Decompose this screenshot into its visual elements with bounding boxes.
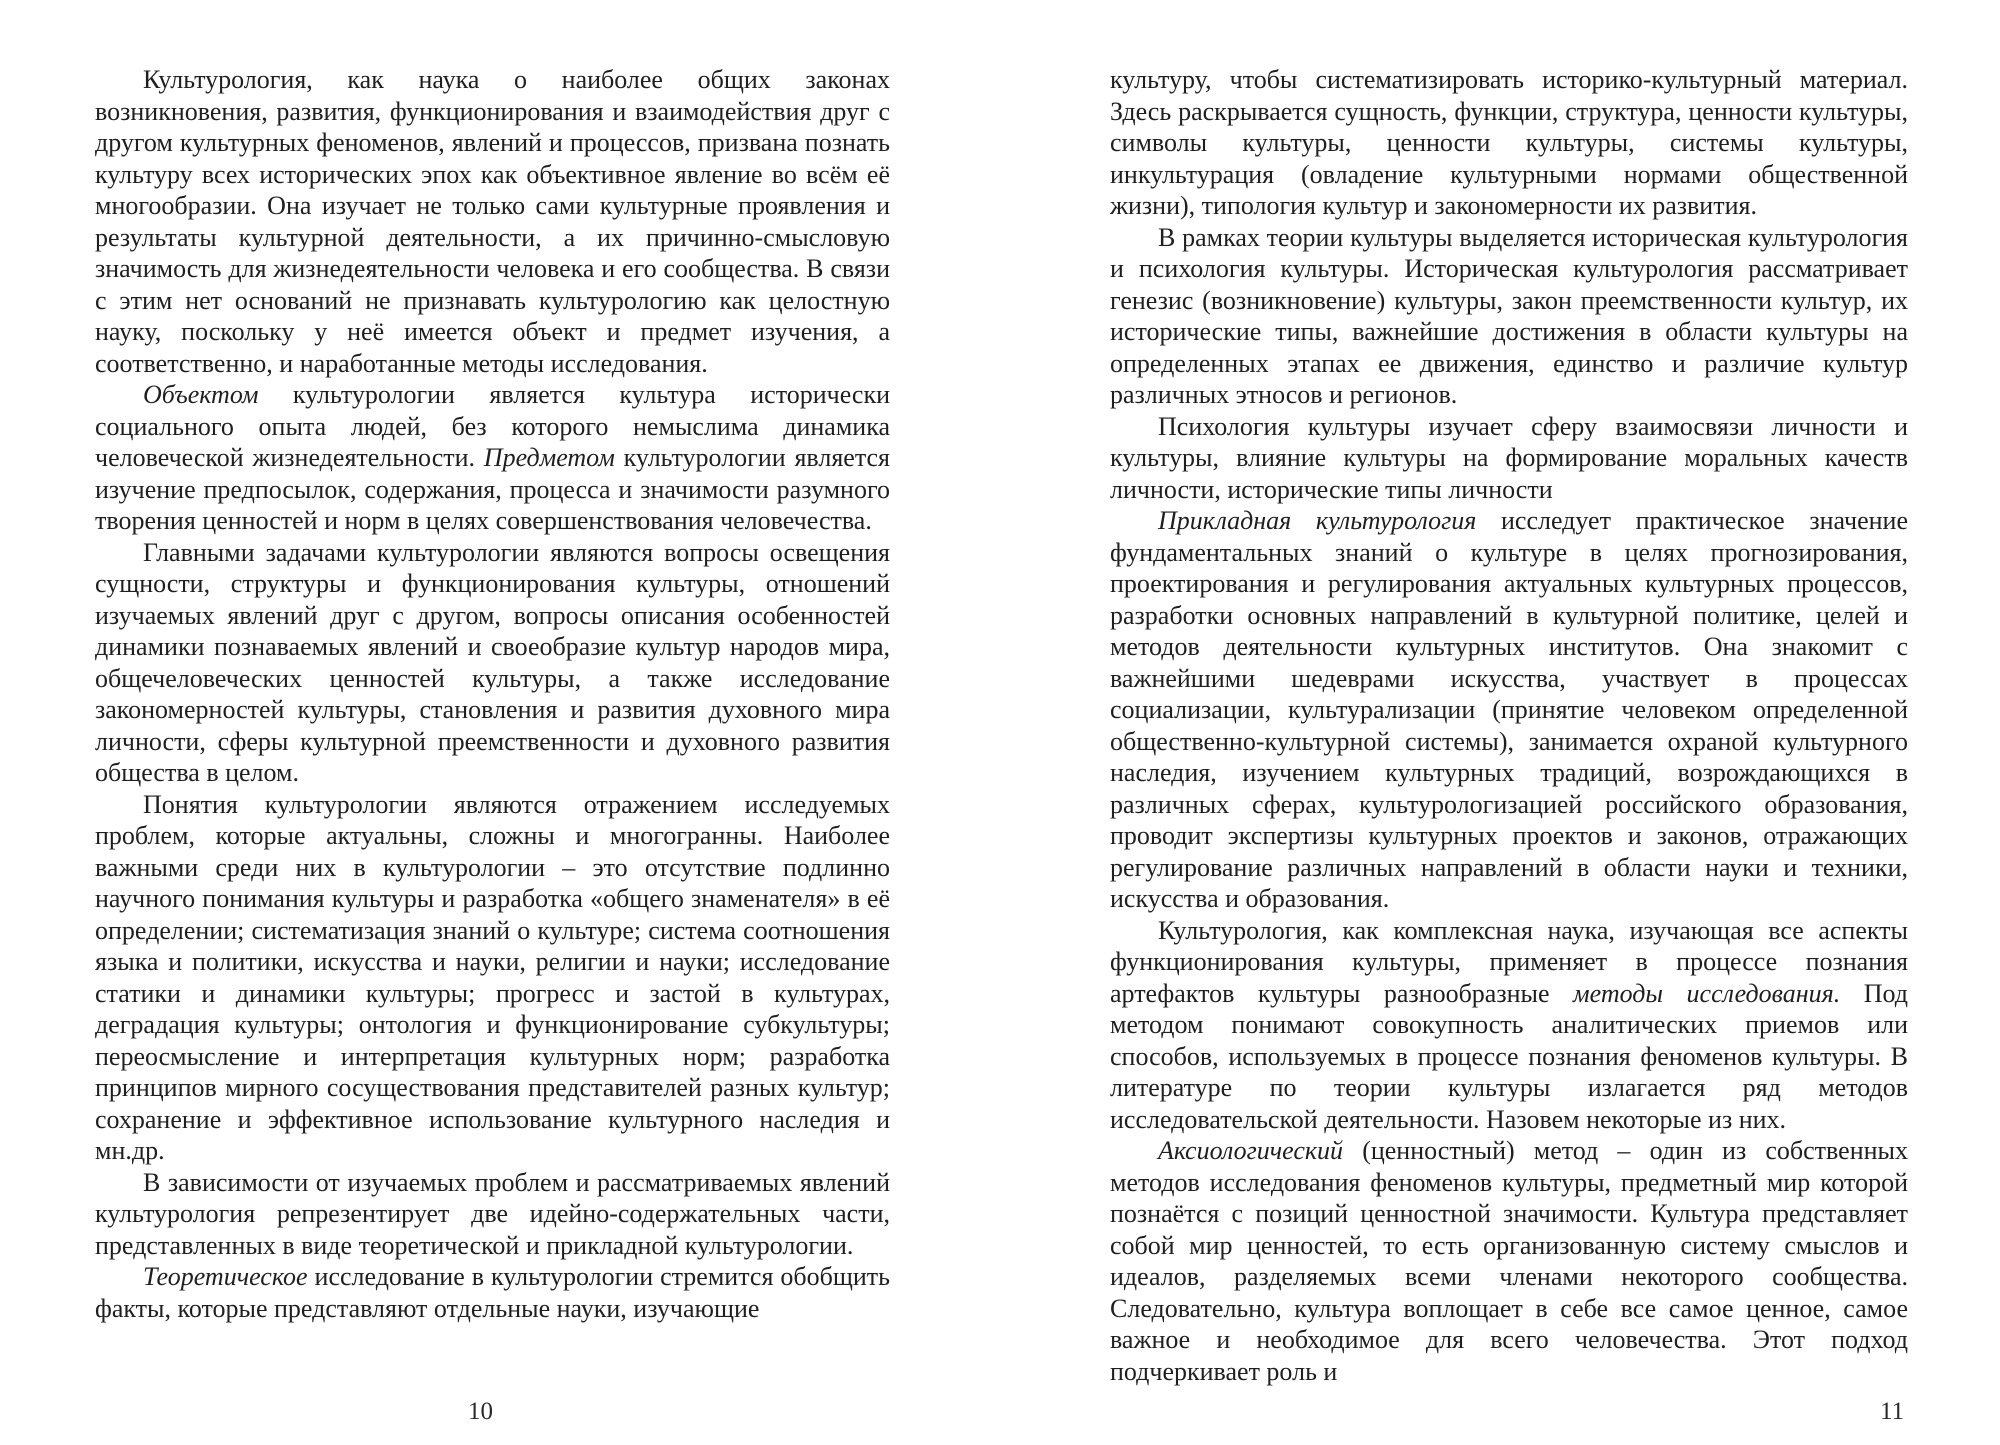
paragraph: Объектом культурологии является культура исторически социального опыта людей, без которого немыслима динамика человеческой жизнедеятельности. Предметом культурологии является изучение предпосылок, содержания, процесса и значимости разумного творения ценностей и норм в целях совершенствования человечества. — [95, 380, 890, 535]
italic-term: Предметом — [483, 443, 615, 472]
right-page-text — [1110, 64, 1908, 1387]
italic-term: Прикладная культурология — [1158, 506, 1477, 535]
italic-term: Объектом — [143, 380, 259, 409]
paragraph: Культурология, как комплексная наука, изучающая все аспекты функционирования культуры, применяет в процессе познания артефактов культуры разнообразные методы исследования. Под методом понимают совокупность аналитических приемов или способов, используемых в процессе познания феноменов культуры. В литературе по теории культуры излагается ряд методов исследовательской деятельности. Назовем некоторые из них. — [1110, 915, 1909, 1134]
paragraph: Теоретическое исследование в культурологии стремится обобщить факты, которые представляют отдельные науки, изучающие — [95, 1262, 890, 1323]
page-number: 10 — [468, 1398, 493, 1425]
italic-term: Теоретическое — [143, 1262, 308, 1291]
italic-term: Аксиологический — [1158, 1136, 1344, 1165]
paragraph: В зависимости от изучаемых проблем и рассматриваемых явлений культурология репрезентирует две идейно-содержательных части, представленных в виде теоретической и прикладной культурологии. — [95, 1167, 890, 1260]
page-number: 11 — [1880, 1398, 1905, 1425]
paragraph: Понятия культурологии являются отражением исследуемых проблем, которые актуальны, сложны и многогранны. Наиболее важными среди них в культурологии – это отсутствие подлинно научного понимания культуры и разработка «общего знаменателя» в её определении; систематизация знаний о культуре; система соотношения языка и политики, искусства и науки, религии и науки; исследование статики и динамики культуры; прогресс и застой в культурах, деградация культуры; онтология и функционирование субкультуры; переосмысление и интерпретация культурных норм; разработка принципов мирного сосуществования представителей разных культур; сохранение и эффективное использование культурного наследия и мн.др. — [95, 789, 890, 1165]
paragraph: Аксиологический (ценностный) метод – один из собственных методов исследования феноменов культуры, предметный мир которой познаётся с позиций ценностной значимости. Культура представляет собой мир ценностей, то есть организованную систему смыслов и идеалов, разделяемых всеми членами некоторого сообщества. Следовательно, культура воплощает в себе все самое ценное, самое важное и необходимое для всего человечества. Этот подход подчеркивает роль и — [1110, 1136, 1908, 1386]
paragraph: Культурология, как наука о наиболее общих законах возникновения, развития, функционирования и взаимодействия друг с другом культурных феноменов, явлений и процессов, призвана познать культуру всех исторических эпох как объективное явление во всём её многообразии. Она изучает не только сами культурные проявления и результаты культурной деятельности, а их причинно-смысловую значимость для жизнедеятельности человека и его сообщества. В связи с этим нет оснований не признавать культурологию как целостную науку, поскольку у неё имеется объект и предмет изучения, а соответственно, и наработанные методы исследования. — [95, 65, 890, 378]
paragraph: культуру, чтобы систематизировать историко-культурный материал. Здесь раскрывается сущность, функции, структура, ценности культуры, символы культуры, ценности культуры, системы культуры, инкультурация (овладение культурными нормами общественной жизни), типология культур и закономерности их развития. — [1110, 65, 1908, 220]
paragraph: Психология культуры изучает сферу взаимосвязи личности и культуры, влияние культуры на формирование моральных качеств личности, исторические типы личности — [1110, 411, 1908, 504]
left-page-text — [95, 64, 890, 1324]
italic-term: методы исследования. — [1573, 978, 1841, 1008]
paragraph: Главными задачами культурологии являются вопросы освещения сущности, структуры и функционирования культуры, отношений изучаемых явлений друг с другом, вопросы описания особенностей динамики познаваемых явлений и своеобразие культур народов мира, общечеловеческих ценностей культуры, а также исследование закономерностей культуры, становления и развития духовного мира личности, сферы культурной преемственности и духовного развития общества в целом. — [95, 537, 890, 787]
paragraph: Прикладная культурология исследует практическое значение фундаментальных знаний о культуре в целях прогнозирования, проектирования и регулирования актуальных культурных процессов, разработки основных направлений в культурной политике, целей и методов деятельности культурных институтов. Она знакомит с важнейшими шедеврами искусства, участвует в процессах социализации, культурализации (принятие человеком определенной общественно-культурной системы), занимается охраной культурного наследия, изучением культурных традиций, возрождающихся в различных сферах, культурологизацией российского образования, проводит экспертизы культурных проектов и законов, отражающих регулирование различных направлений в области науки и техники, искусства и образования. — [1110, 506, 1908, 913]
paragraph: В рамках теории культуры выделяется историческая культурология и психология культуры. Историческая культурология рассматривает генезис (возникновение) культуры, закон преемственности культур, их исторические типы, важнейшие достижения в области культуры на определенных этапах ее движения, единство и различие культур различных этносов и регионов. — [1110, 222, 1908, 409]
right-page — [1000, 0, 2000, 1445]
